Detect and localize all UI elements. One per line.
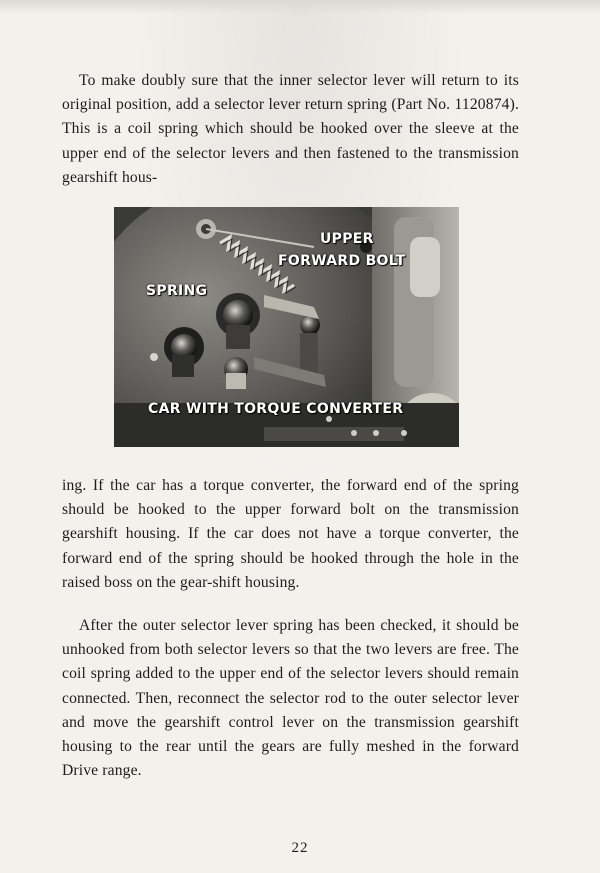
paragraph-3-text: After the outer selector lever spring has been checked, it should be unhooked from both selector levers so that the two levers are free. The coil spring added to the upper end of the selector levers should remain connected. Then, reconnect the selector rod to the outer selector lever and move the gearshift control lever on the transmission gearshift housing to the rear until the gears are fully meshed in the forward Drive range. [62, 617, 519, 780]
photo-label-car-with-torque-converter: CAR WITH TORQUE CONVERTER [148, 401, 404, 417]
photo-label-forward-bolt: FORWARD BOLT [278, 253, 406, 269]
page-top-shadow [0, 0, 600, 14]
paragraph-1 [62, 69, 519, 190]
page-number: 22 [291, 840, 309, 856]
paragraph-2-text: ing. If the car has a torque converter, the forward end of the spring should be hooked to the upper forward bolt on the transmission gearshift housing. If the car does not have a torque converter, the forward end of the spring should be hooked through the hole in the raised boss on the gear-shift housing. [62, 477, 519, 591]
transmission-photo [114, 207, 459, 447]
paragraph-1-text: To make doubly sure that the inner selector lever will return to its original position, add a selector lever return spring (Part No. 1120874). This is a coil spring which should be hooked over the sleeve at the upper end of the selector levers and then fastened to the transmission gearshift hous- [62, 72, 519, 186]
paragraph-2 [62, 474, 519, 595]
photo-label-upper: UPPER [320, 231, 374, 247]
photo-label-spring: SPRING [146, 283, 208, 299]
paragraph-3 [62, 614, 519, 783]
